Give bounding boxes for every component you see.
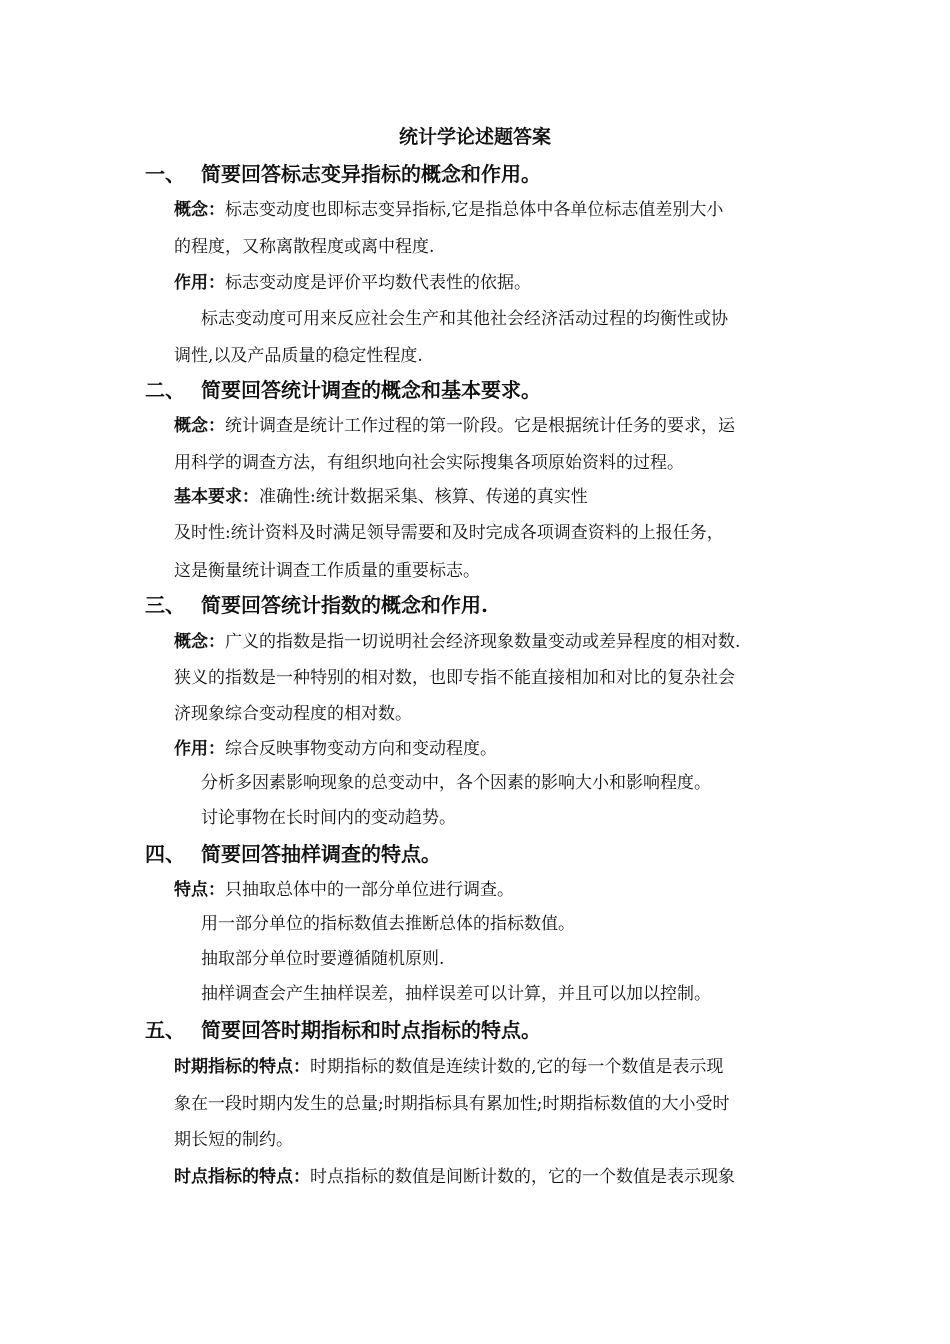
s4-feature-line-4: 抽样调查会产生抽样误差，抽样误差可以计算，并且可以加以控制。 [201, 984, 711, 1004]
section-3-heading [145, 591, 488, 619]
s3-concept-line-2: 狭义的指数是一种特别的相对数，也即专指不能直接相加和对比的复杂社会 [174, 668, 735, 688]
s3-role-label: 作用： [174, 739, 225, 759]
section-1-title: 简要回答标志变异指标的概念和作用。 [201, 162, 541, 186]
s1-concept-line-1: 概念：标志变动度也即标志变异指标,它是指总体中各单位标志值差别大小 [174, 200, 724, 220]
s2-req-line-1: 基本要求：准确性:统计数据采集、核算、传递的真实性 [174, 487, 588, 507]
s2-concept-label: 概念： [174, 416, 225, 436]
s5-period-line-3: 期长短的制约。 [174, 1130, 293, 1150]
s2-concept-line-2: 用科学的调查方法，有组织地向社会实际搜集各项原始资料的过程。 [174, 453, 684, 473]
s3-role-line-1: 作用：综合反映事物变动方向和变动程度。 [174, 739, 497, 759]
s1-role-line-2: 标志变动度可用来反应社会生产和其他社会经济活动过程的均衡性或协 [201, 309, 728, 329]
s3-concept-line-1: 概念：广义的指数是指一切说明社会经济现象数量变动或差异程度的相对数. [174, 632, 741, 652]
section-2-title: 简要回答统计调查的概念和基本要求。 [201, 378, 541, 402]
s5-period-label: 时期指标的特点： [174, 1057, 310, 1077]
section-2-number: 二、 [145, 378, 185, 402]
s5-point-label: 时点指标的特点： [174, 1167, 310, 1187]
s1-role-label: 作用： [174, 273, 225, 293]
section-3-title: 简要回答统计指数的概念和作用. [201, 593, 488, 617]
section-1-number: 一、 [145, 162, 185, 186]
s1-concept-label: 概念： [174, 200, 225, 220]
section-5-title: 简要回答时期指标和时点指标的特点。 [201, 1018, 541, 1042]
section-4-heading [145, 840, 441, 868]
s2-req-label: 基本要求： [174, 487, 259, 507]
section-5-heading [145, 1016, 541, 1044]
s4-feature-line-2: 用一部分单位的指标数值去推断总体的指标数值。 [201, 914, 575, 934]
section-2-heading [145, 376, 541, 404]
section-1-heading [145, 160, 541, 188]
s2-req-line-3: 这是衡量统计调查工作质量的重要标志。 [174, 561, 480, 581]
s5-period-line-2: 象在一段时期内发生的总量;时期指标具有累加性;时期指标数值的大小受时 [174, 1094, 730, 1114]
s5-point-line-1: 时点指标的特点：时点指标的数值是间断计数的，它的一个数值是表示现象 [174, 1167, 735, 1187]
s2-concept-line-1: 概念：统计调查是统计工作过程的第一阶段。它是根据统计任务的要求，运 [174, 416, 735, 436]
section-4-title: 简要回答抽样调查的特点。 [201, 842, 441, 866]
section-5-number: 五、 [145, 1018, 185, 1042]
s5-period-line-1: 时期指标的特点：时期指标的数值是连续计数的,它的每一个数值是表示现 [174, 1057, 724, 1077]
s3-role-line-2: 分析多因素影响现象的总变动中，各个因素的影响大小和影响程度。 [201, 773, 711, 793]
s1-role-line-3: 调性,以及产品质量的稳定性程度. [174, 346, 423, 366]
s3-role-line-3: 讨论事物在长时间内的变动趋势。 [201, 808, 456, 828]
section-3-number: 三、 [145, 593, 185, 617]
s3-concept-line-3: 济现象综合变动程度的相对数。 [174, 704, 412, 724]
s1-role-line-1: 作用：标志变动度是评价平均数代表性的依据。 [174, 273, 531, 293]
document-title: 统计学论述题答案 [398, 126, 551, 148]
s1-concept-line-2: 的程度，又称离散程度或离中程度. [174, 237, 435, 257]
s2-req-line-2: 及时性:统计资料及时满足领导需要和及时完成各项调查资料的上报任务， [174, 523, 724, 543]
section-4-number: 四、 [145, 842, 185, 866]
s4-feature-line-1: 特点：只抽取总体中的一部分单位进行调查。 [174, 880, 514, 900]
s4-feature-label: 特点： [174, 880, 225, 900]
s3-concept-label: 概念： [174, 632, 225, 652]
s4-feature-line-3: 抽取部分单位时要遵循随机原则. [201, 949, 445, 969]
